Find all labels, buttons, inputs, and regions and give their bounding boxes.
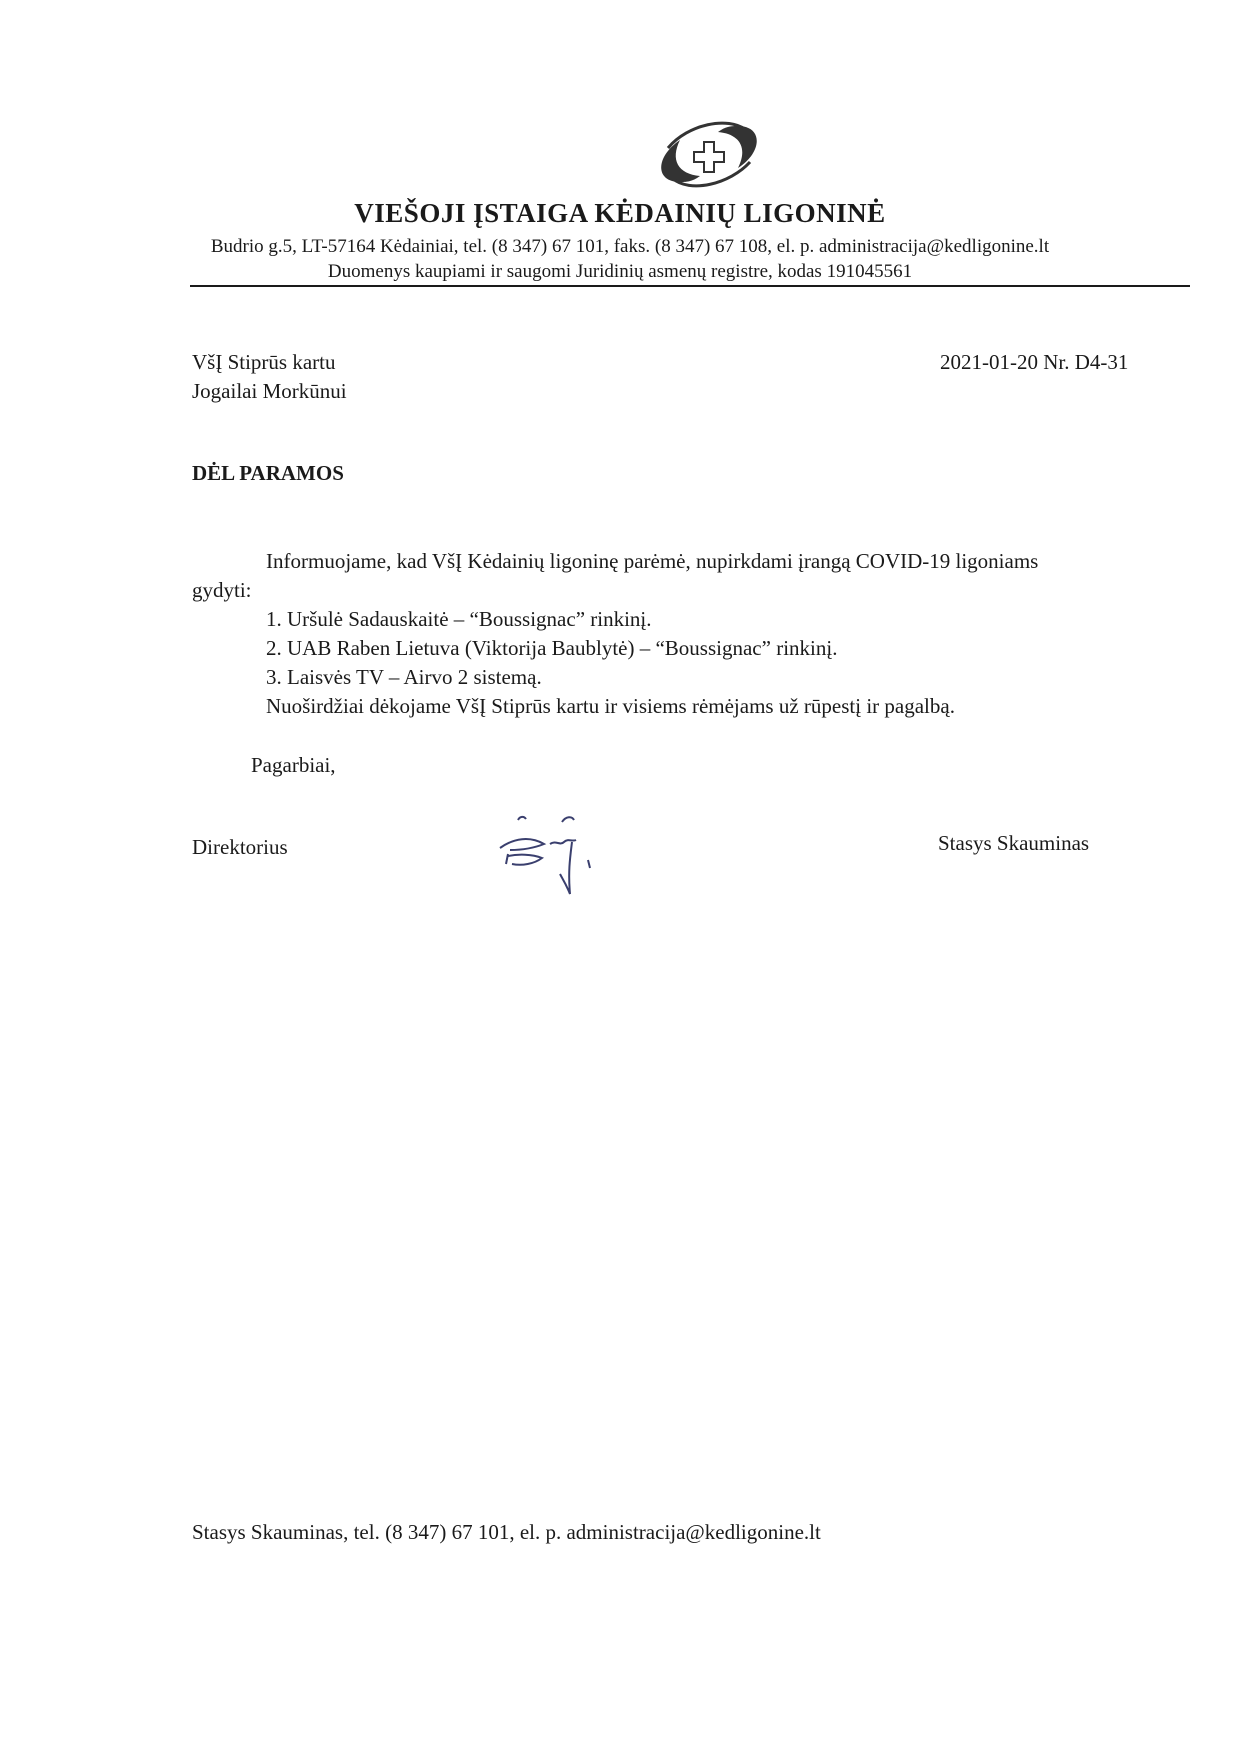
body-intro-line: Informuojame, kad VšĮ Kėdainių ligoninę parėmė, nupirkdami įrangą COVID-19 ligoniams — [266, 549, 1039, 573]
organization-registry: Duomenys kaupiami ir saugomi Juridinių asmenų registre, kodas 191045561 — [327, 261, 913, 282]
recipient-person: Jogailai Morkūnui — [192, 379, 347, 403]
signer-name: Stasys Skauminas — [938, 831, 1090, 855]
recipient-organization: VšĮ Stiprūs kartu — [192, 350, 336, 374]
header-divider — [190, 285, 1190, 287]
organization-name: VIEŠOJI ĮSTAIGA KĖDAINIŲ LIGONINĖ — [354, 198, 886, 228]
body-intro-line: gydyti: — [192, 578, 252, 602]
list-item: 1. Uršulė Sadauskaitė – “Boussignac” rinkinį. — [266, 607, 652, 631]
list-item: 3. Laisvės TV – Airvo 2 sistemą. — [266, 665, 542, 689]
signer-title: Direktorius — [192, 835, 288, 859]
document-date-number: 2021-01-20 Nr. D4-31 — [940, 350, 1129, 374]
letter-subject: DĖL PARAMOS — [192, 461, 344, 485]
list-item: 2. UAB Raben Lietuva (Viktorija Baublytė) – “Boussignac” rinkinį. — [266, 636, 838, 660]
handwritten-signature-icon — [480, 800, 630, 910]
closing-salutation: Pagarbiai, — [251, 753, 336, 777]
body-thanks: Nuoširdžiai dėkojame VšĮ Stiprūs kartu ir visiems rėmėjams už rūpestį ir pagalbą. — [266, 694, 955, 718]
organization-address: Budrio g.5, LT-57164 Kėdainiai, tel. (8 347) 67 101, faks. (8 347) 67 108, el. p. administracija@kedligonine.lt — [210, 236, 1050, 257]
hospital-logo-icon — [650, 112, 768, 198]
footer-contact: Stasys Skauminas, tel. (8 347) 67 101, el. p. administracija@kedligonine.lt — [192, 1520, 821, 1544]
